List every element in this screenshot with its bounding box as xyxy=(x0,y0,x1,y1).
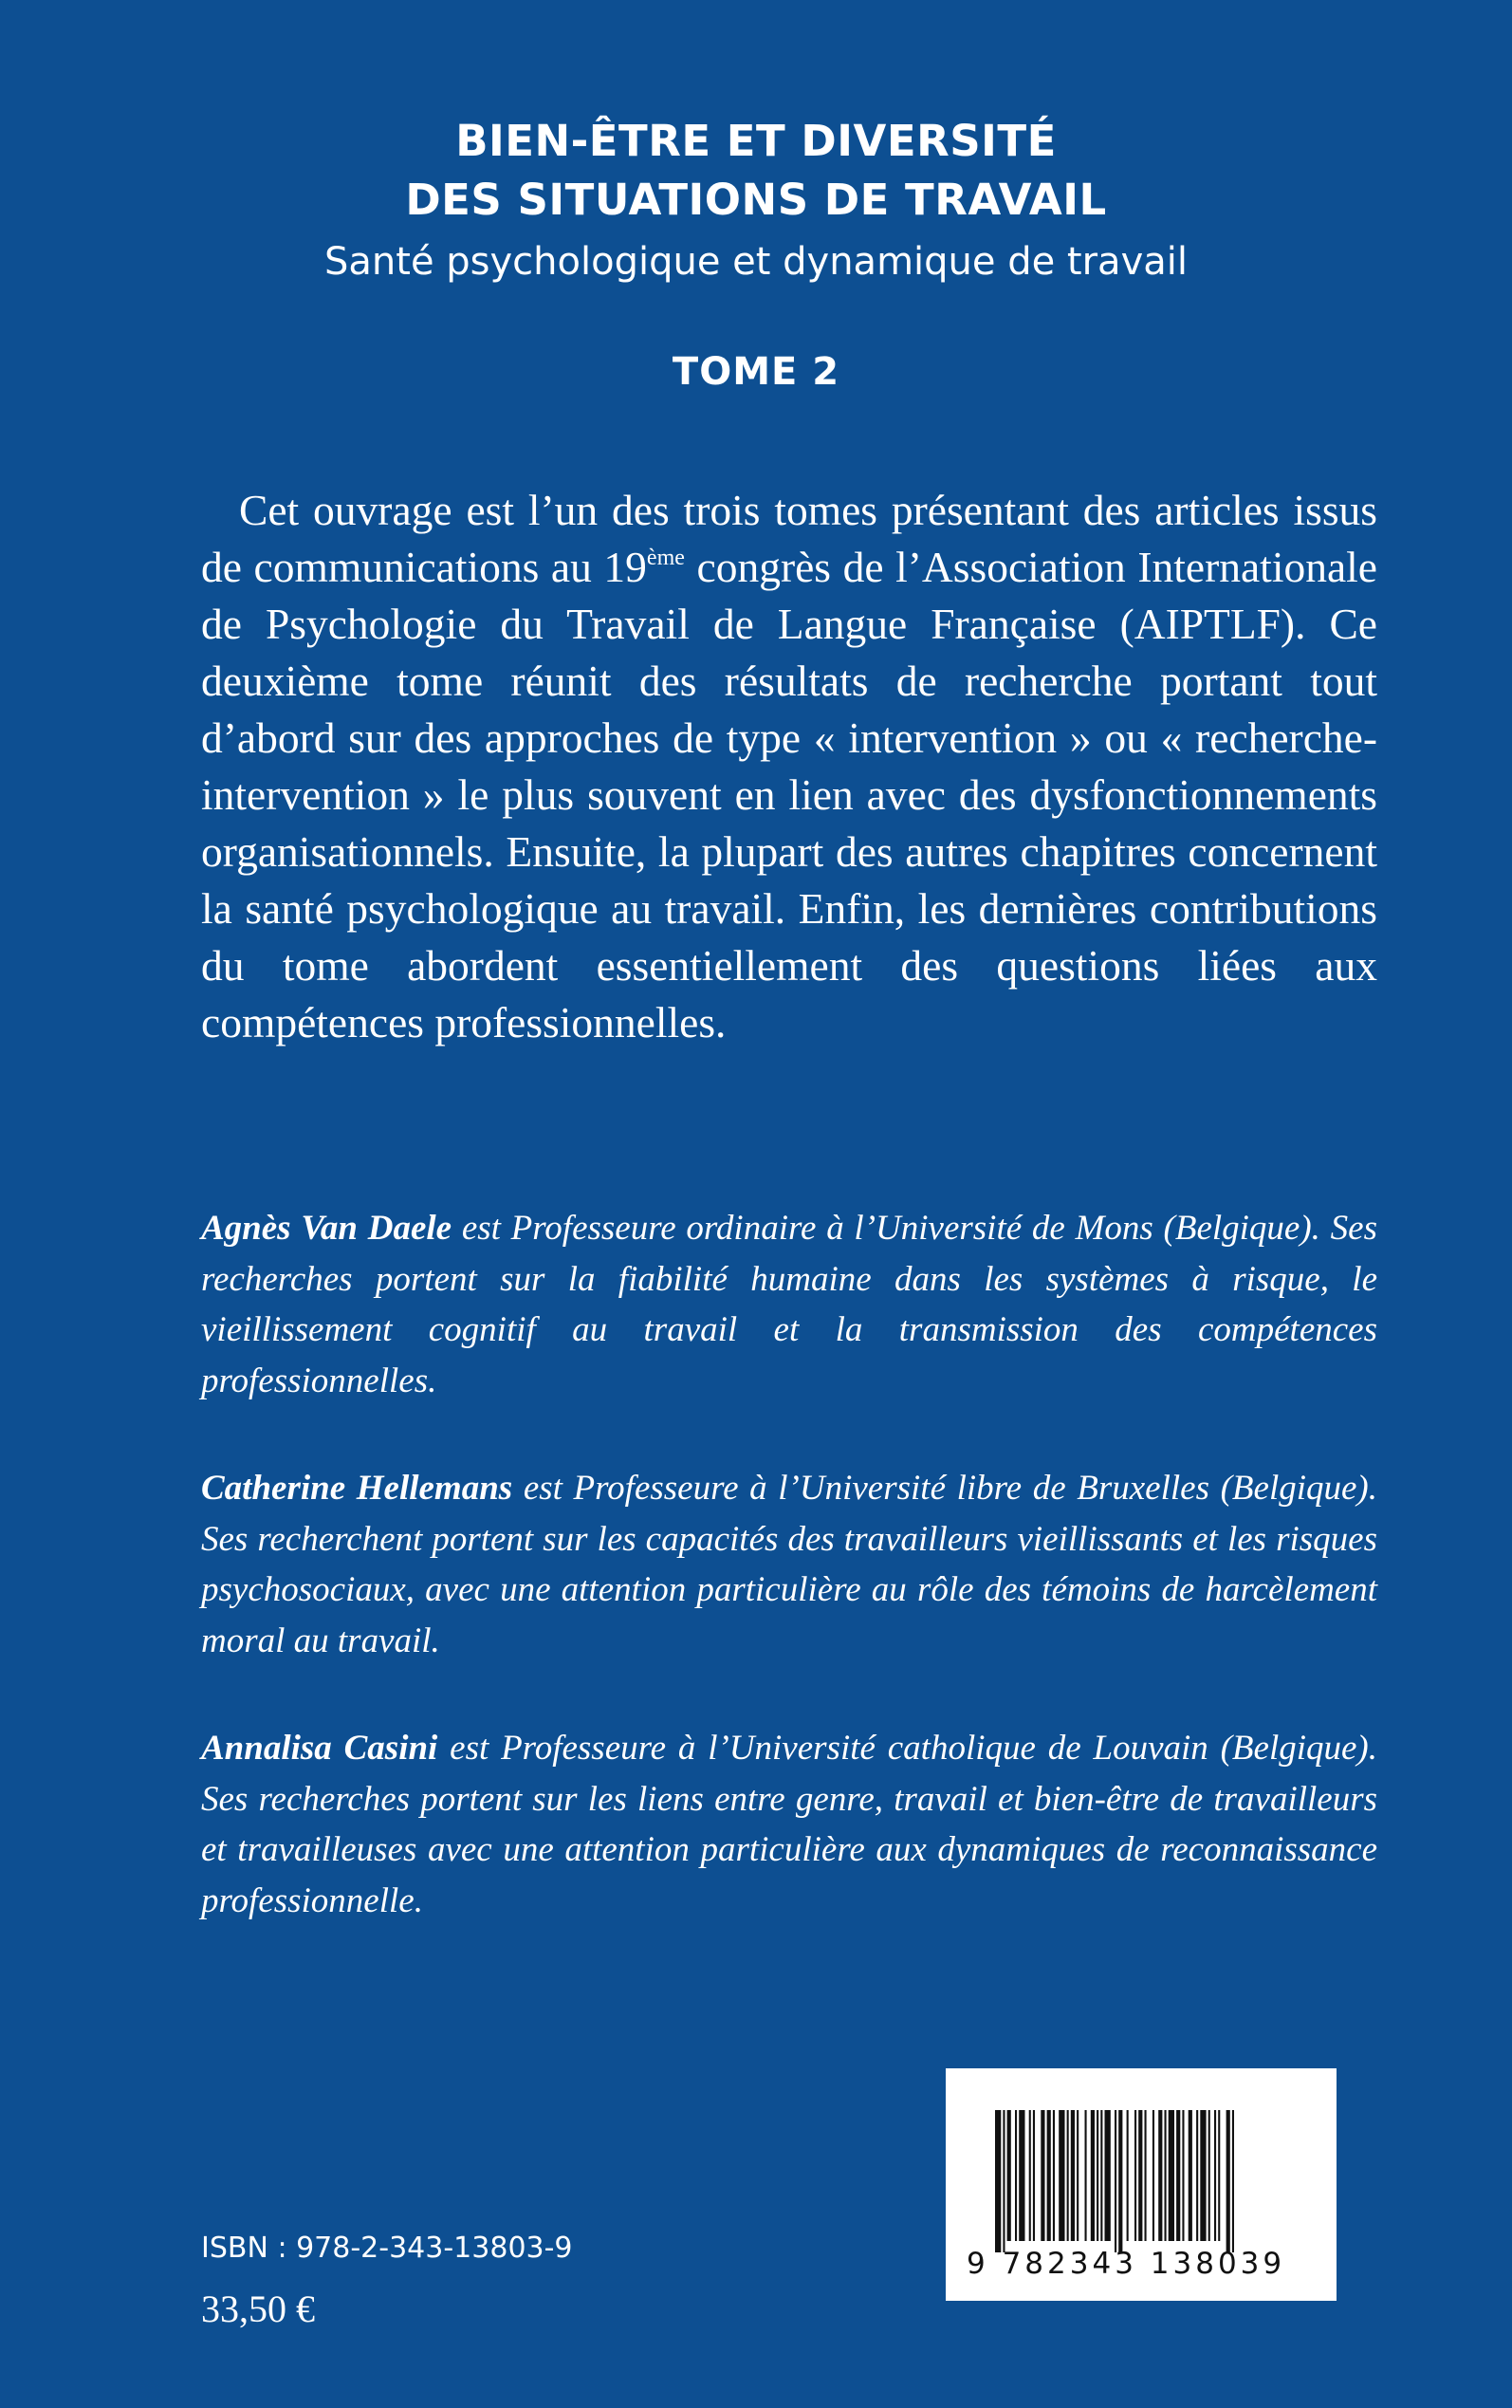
barcode-bar xyxy=(1067,2110,1069,2241)
barcode-bar xyxy=(1071,2110,1075,2241)
barcode-bars-icon xyxy=(995,2110,1308,2252)
author-bio-text: est Professeure ordinaire à l’Université de Mons (Belgique). Ses recherches portent sur la fiabilité humaine dans les systèmes à risque, le vieillissement cognitif au travail et la transmission des compétences professionnelles. xyxy=(201,1209,1377,1400)
barcode-bar xyxy=(1033,2110,1035,2241)
barcode-bar xyxy=(1015,2110,1017,2241)
barcode-bar xyxy=(1077,2110,1079,2241)
tome-label: TOME 2 xyxy=(672,350,840,394)
author-bio-text: est Professeure à l’Université libre de Bruxelles (Belgique). Ses recherchent portent sur les capacités des travailleurs vieillissants et les risques psychosociaux, avec une attention particulière au rôle des témoins de harcèlement moral au travail. xyxy=(201,1469,1377,1660)
barcode-bar xyxy=(1003,2110,1005,2252)
author-bio xyxy=(201,1203,1377,1406)
barcode-bar xyxy=(1214,2110,1216,2241)
author-name: Agnès Van Daele xyxy=(201,1209,452,1248)
title-block xyxy=(0,112,1512,400)
barcode-bar xyxy=(1182,2110,1184,2241)
barcode-bar xyxy=(1232,2110,1234,2252)
book-subtitle: Santé psychologique et dynamique de travail xyxy=(324,240,1188,284)
barcode-bar xyxy=(1091,2110,1095,2241)
summary-text-2: congrès de l’Association Internationale de Psychologie du Travail de Langue Française (AIPTLF). Ce deuxième tome réunit des résultats de recherche portant tout d’abord sur des approches de type « intervention » ou « recherche-intervention » le plus souvent en lien avec des dysfonctionnements organisationnels. Ensuite, la plupart des autres chapitres concernent la santé psychologique au travail. Enfin, les dernières contributions du tome abordent essentiellement des questions liées aux compétences professionnelles. xyxy=(201,543,1377,1047)
barcode-bar xyxy=(1053,2110,1055,2241)
barcode-bar xyxy=(1189,2110,1192,2241)
barcode-bar xyxy=(1041,2110,1044,2241)
barcode-bar xyxy=(995,2110,1001,2252)
barcode-bar xyxy=(1029,2110,1031,2241)
barcode-bar xyxy=(1169,2110,1174,2241)
barcode-bar xyxy=(1145,2110,1147,2241)
author-name: Annalisa Casini xyxy=(201,1729,438,1768)
author-bio xyxy=(201,1723,1377,1926)
barcode-bar xyxy=(1047,2110,1051,2241)
barcode-bar xyxy=(1138,2110,1142,2241)
barcode-bar xyxy=(1105,2110,1111,2241)
author-name: Catherine Hellemans xyxy=(201,1469,513,1508)
barcode-bar xyxy=(1097,2110,1098,2241)
price: 33,50 € xyxy=(201,2288,315,2330)
barcode-bar xyxy=(1218,2110,1220,2241)
barcode-bar xyxy=(1118,2110,1122,2252)
barcode-bar xyxy=(1134,2110,1136,2241)
author-bio-text: est Professeure à l’Université catholique de Louvain (Belgique). Ses recherches portent sur les liens entre genre, travail et bien-être de travailleurs et travailleuses avec une attention particulière aux dynamiques de reconnaissance professionnelle. xyxy=(201,1729,1377,1920)
barcode-bar xyxy=(1100,2110,1102,2241)
barcode-bar xyxy=(1208,2110,1210,2241)
author-bios xyxy=(201,1203,1377,1983)
barcode-bar xyxy=(1158,2110,1162,2241)
summary-superscript: ème xyxy=(646,546,685,570)
author-bio xyxy=(201,1463,1377,1666)
barcode-bar xyxy=(1200,2110,1206,2241)
barcode xyxy=(946,2068,1337,2301)
isbn: ISBN : 978-2-343-13803-9 xyxy=(201,2232,573,2265)
barcode-bar xyxy=(1007,2110,1011,2241)
summary-text-1: Cet ouvrage est l’un des trois tomes présentant des articles issus de communications au 19 xyxy=(201,486,1377,591)
barcode-bar xyxy=(1226,2110,1230,2252)
summary-paragraph xyxy=(201,482,1377,1051)
barcode-bar xyxy=(1165,2110,1167,2241)
barcode-digits: 9 782343 138039 xyxy=(967,2247,1286,2281)
book-title-line-2: DES SITUATIONS DE TRAVAIL xyxy=(405,175,1107,225)
barcode-bar xyxy=(1176,2110,1180,2241)
barcode-bar xyxy=(1085,2110,1087,2241)
barcode-bar xyxy=(1115,2110,1116,2252)
barcode-bar xyxy=(1059,2110,1064,2241)
barcode-bar xyxy=(1127,2110,1129,2241)
barcode-bar xyxy=(1196,2110,1198,2241)
barcode-bar xyxy=(1152,2110,1154,2241)
book-title-line-1: BIEN-ÊTRE ET DIVERSITÉ xyxy=(455,116,1057,166)
barcode-bar xyxy=(1019,2110,1024,2241)
